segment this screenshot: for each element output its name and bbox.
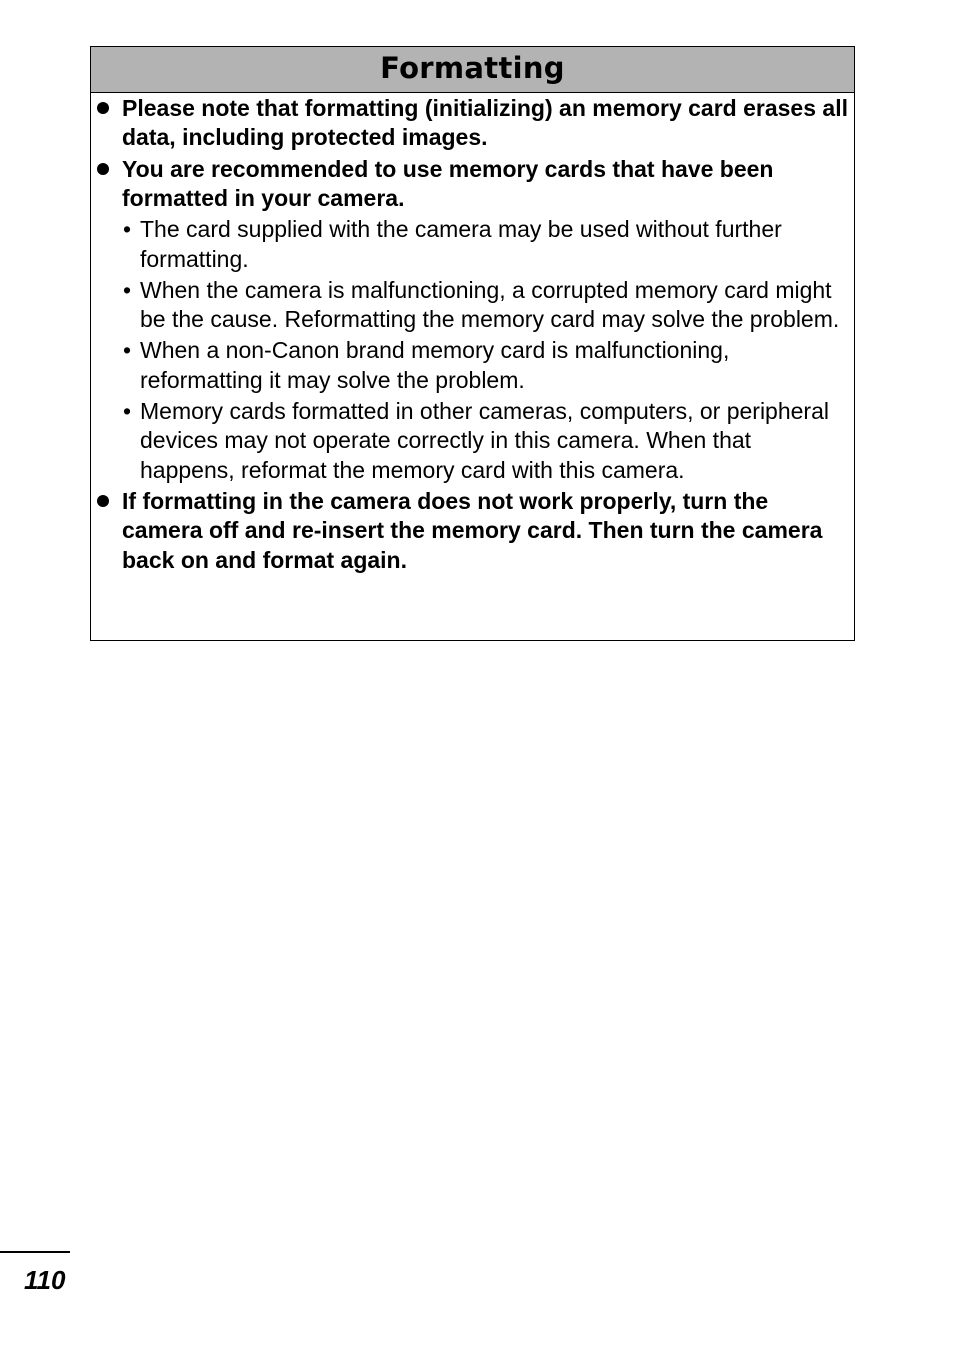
sub-list-item [95, 276, 848, 335]
bullet-dot-icon [97, 495, 109, 507]
list-item-text: You are recommended to use memory cards that have been formatted in your camera. [122, 155, 774, 212]
list-item [95, 487, 848, 575]
page-number: 110 [24, 1265, 66, 1295]
small-bullet-icon: • [123, 337, 132, 364]
list-item-text: The card supplied with the camera may be used without further formatting. [140, 216, 782, 272]
bullet-dot-icon [97, 102, 109, 114]
small-bullet-icon: • [123, 276, 132, 303]
list-item-text: Please note that formatting (initializing) an memory card erases all data, including protected images. [122, 95, 848, 151]
notice-list [91, 93, 854, 575]
section-title: Formatting [91, 47, 854, 93]
footer-rule [0, 1251, 70, 1253]
list-item-text: When the camera is malfunctioning, a corrupted memory card might be the cause. Reformatting the memory card may solve the problem. [140, 276, 840, 333]
list-item [95, 94, 848, 153]
list-item-text: If formatting in the camera does not work properly, turn the camera off and re-insert the memory card. Then turn the camera back on and format again. [122, 488, 823, 573]
sub-list-item [95, 397, 848, 485]
list-item-text: Memory cards formatted in other cameras, computers, or peripheral devices may not operate correctly in this camera. When that happens, reformat the memory card with this camera. [140, 398, 829, 483]
bullet-dot-icon [97, 163, 109, 175]
sub-list-item [95, 215, 848, 274]
formatting-notice-box [90, 46, 855, 641]
small-bullet-icon: • [123, 216, 132, 243]
list-item [95, 155, 848, 214]
list-item-text: When a non-Canon brand memory card is malfunctioning, reformatting it may solve the problem. [140, 337, 730, 393]
sub-list-item [95, 336, 848, 395]
small-bullet-icon: • [123, 398, 132, 425]
